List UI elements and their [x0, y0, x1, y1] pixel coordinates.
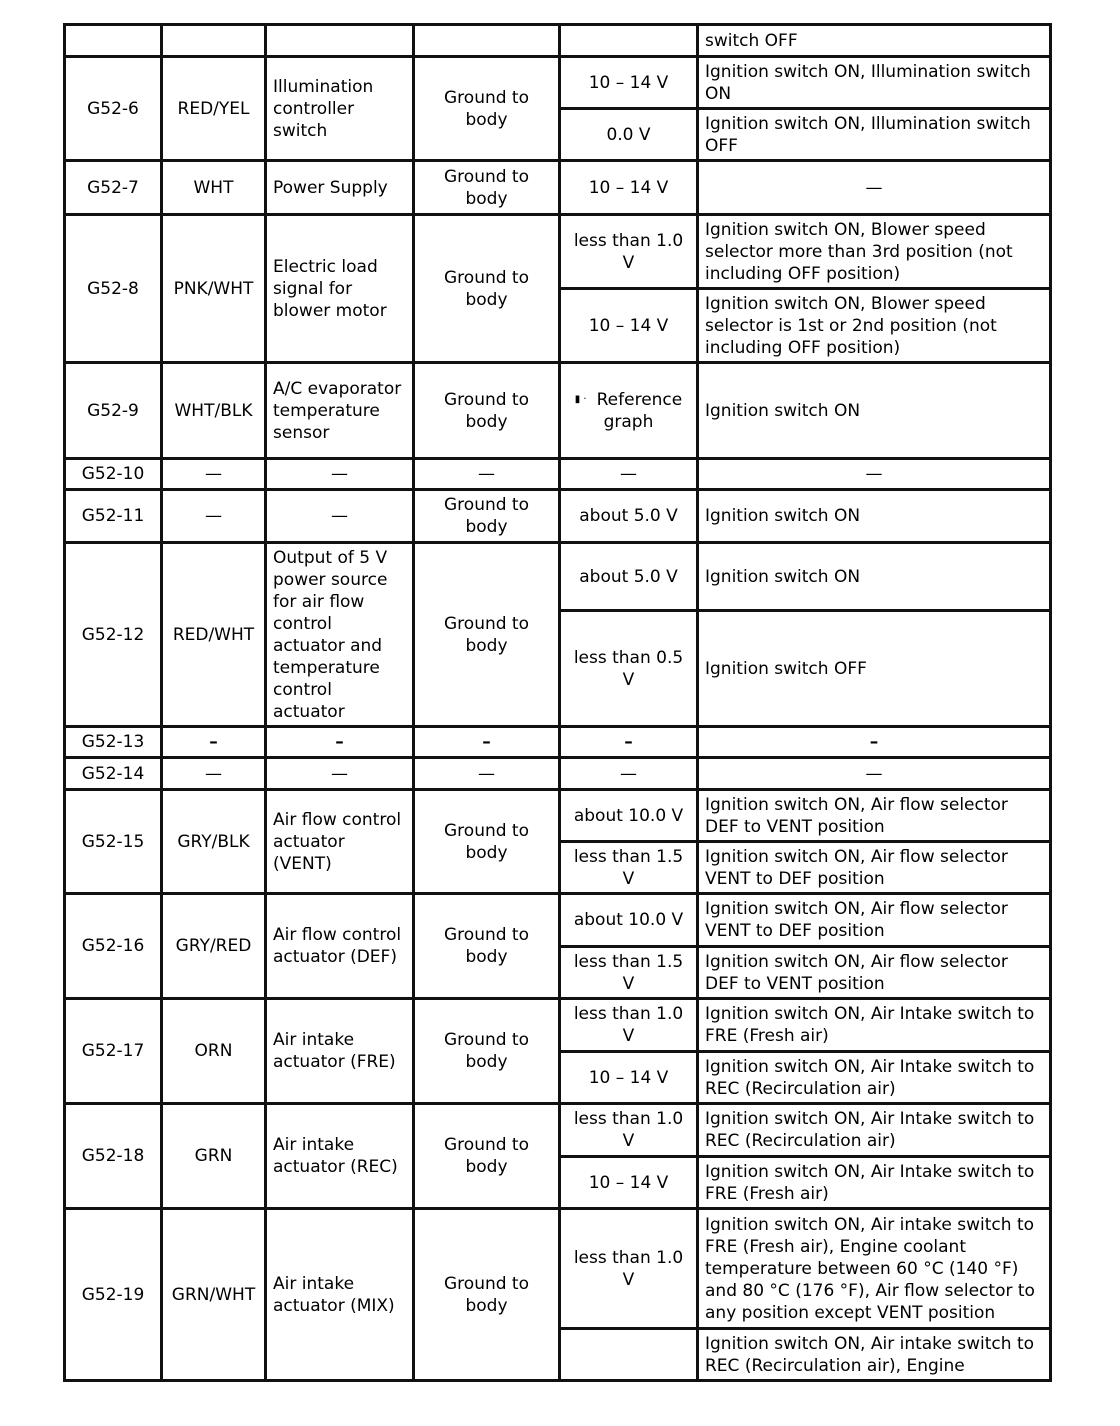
terminal-spec-table	[63, 23, 1052, 1382]
condition-cell	[414, 25, 560, 57]
description-cell: Air flow control actuator (DEF)	[266, 894, 414, 999]
terminal-cell: G52-6	[65, 57, 162, 161]
condition-cell: –	[414, 727, 560, 758]
note-cell: Ignition switch OFF	[698, 611, 1051, 727]
reference-graph-link[interactable]: Reference graph	[596, 389, 683, 432]
wire-color-cell: WHT	[162, 161, 266, 215]
note-cell: Ignition switch ON, Blower speed selector more than 3rd position (not including OFF position)	[698, 215, 1051, 289]
condition-cell: Ground to body	[414, 1209, 560, 1381]
description-cell: —	[266, 459, 414, 490]
table-row	[65, 363, 1051, 459]
wire-color-cell: –	[162, 727, 266, 758]
table-row	[65, 1104, 1051, 1157]
value-cell: less than 0.5 V	[560, 611, 698, 727]
condition-cell: Ground to body	[414, 363, 560, 459]
value-cell: —	[560, 758, 698, 790]
description-cell: Air flow control actuator (VENT)	[266, 790, 414, 894]
table-row	[65, 1209, 1051, 1329]
value-cell: less than 1.0 V	[560, 1209, 698, 1329]
wire-color-cell: GRN	[162, 1104, 266, 1209]
terminal-cell: G52-15	[65, 790, 162, 894]
note-cell: Ignition switch ON, Air flow selector VENT to DEF position	[698, 842, 1051, 894]
value-cell: less than 1.0 V	[560, 999, 698, 1052]
note-cell: Ignition switch ON, Air Intake switch to FRE (Fresh air)	[698, 999, 1051, 1052]
note-cell: Ignition switch ON, Air Intake switch to FRE (Fresh air)	[698, 1157, 1051, 1209]
terminal-cell: G52-17	[65, 999, 162, 1104]
wire-color-cell: GRY/RED	[162, 894, 266, 999]
table-row	[65, 215, 1051, 289]
table-row	[65, 727, 1051, 758]
note-cell: —	[698, 758, 1051, 790]
note-cell: Ignition switch ON, Blower speed selector is 1st or 2nd position (not including OFF position)	[698, 289, 1051, 363]
condition-cell: —	[414, 459, 560, 490]
description-cell: —	[266, 758, 414, 790]
terminal-cell: G52-8	[65, 215, 162, 363]
value-cell: less than 1.0 V	[560, 215, 698, 289]
note-cell: —	[698, 161, 1051, 215]
description-cell: Illumination controller switch	[266, 57, 414, 161]
note-cell: Ignition switch ON, Air flow selector VENT to DEF position	[698, 894, 1051, 947]
condition-cell: Ground to body	[414, 790, 560, 894]
note-cell: Ignition switch ON, Air flow selector DEF to VENT position	[698, 947, 1051, 999]
terminal-cell: G52-19	[65, 1209, 162, 1381]
description-cell: Output of 5 V power source for air flow control actuator and temperature control actuator	[266, 543, 414, 727]
value-cell: 10 – 14 V	[560, 161, 698, 215]
value-cell: about 10.0 V	[560, 894, 698, 947]
wire-color-cell: WHT/BLK	[162, 363, 266, 459]
wire-color-cell: PNK/WHT	[162, 215, 266, 363]
condition-cell: Ground to body	[414, 894, 560, 999]
table-row	[65, 57, 1051, 109]
graph-marker-icon: ▮ ·	[574, 393, 587, 405]
terminal-cell: G52-14	[65, 758, 162, 790]
terminal-cell: G52-11	[65, 490, 162, 543]
table-row	[65, 25, 1051, 57]
note-cell: Ignition switch ON, Air Intake switch to REC (Recirculation air)	[698, 1104, 1051, 1157]
table-row	[65, 999, 1051, 1052]
note-cell: switch OFF	[698, 25, 1051, 57]
wire-color-cell: GRN/WHT	[162, 1209, 266, 1381]
condition-cell: Ground to body	[414, 543, 560, 727]
value-cell: about 5.0 V	[560, 490, 698, 543]
wire-color-cell: RED/YEL	[162, 57, 266, 161]
wire-color-cell: —	[162, 490, 266, 543]
description-cell: Air intake actuator (REC)	[266, 1104, 414, 1209]
table-row	[65, 459, 1051, 490]
note-cell: Ignition switch ON	[698, 490, 1051, 543]
note-cell: Ignition switch ON	[698, 543, 1051, 611]
terminal-cell: G52-16	[65, 894, 162, 999]
value-cell: 10 – 14 V	[560, 1157, 698, 1209]
description-cell: Electric load signal for blower motor	[266, 215, 414, 363]
value-cell: about 5.0 V	[560, 543, 698, 611]
wire-color-cell: ORN	[162, 999, 266, 1104]
value-cell: less than 1.5 V	[560, 947, 698, 999]
value-cell: less than 1.0 V	[560, 1104, 698, 1157]
condition-cell: —	[414, 758, 560, 790]
description-cell: Air intake actuator (MIX)	[266, 1209, 414, 1381]
value-cell	[560, 25, 698, 57]
value-cell: 10 – 14 V	[560, 1052, 698, 1104]
value-cell: less than 1.5 V	[560, 842, 698, 894]
description-cell: –	[266, 727, 414, 758]
terminal-cell: G52-13	[65, 727, 162, 758]
note-cell: Ignition switch ON, Air Intake switch to REC (Recirculation air)	[698, 1052, 1051, 1104]
note-cell: Ignition switch ON	[698, 363, 1051, 459]
terminal-cell: G52-10	[65, 459, 162, 490]
table-row	[65, 490, 1051, 543]
wire-color-cell	[162, 25, 266, 57]
description-cell: Power Supply	[266, 161, 414, 215]
table-row	[65, 894, 1051, 947]
terminal-cell: G52-7	[65, 161, 162, 215]
value-cell	[560, 363, 698, 459]
note-cell: —	[698, 459, 1051, 490]
description-cell	[266, 25, 414, 57]
condition-cell: Ground to body	[414, 161, 560, 215]
terminal-cell: G52-18	[65, 1104, 162, 1209]
condition-cell: Ground to body	[414, 57, 560, 161]
value-cell: –	[560, 727, 698, 758]
table-row	[65, 161, 1051, 215]
note-cell: Ignition switch ON, Air intake switch to REC (Recirculation air), Engine	[698, 1329, 1051, 1381]
value-cell: 0.0 V	[560, 109, 698, 161]
terminal-cell: G52-9	[65, 363, 162, 459]
note-cell: Ignition switch ON, Illumination switch OFF	[698, 109, 1051, 161]
wire-color-cell: —	[162, 758, 266, 790]
terminal-cell: G52-12	[65, 543, 162, 727]
condition-cell: Ground to body	[414, 215, 560, 363]
description-cell: Air intake actuator (FRE)	[266, 999, 414, 1104]
description-cell: A/C evaporator temperature sensor	[266, 363, 414, 459]
condition-cell: Ground to body	[414, 1104, 560, 1209]
wire-color-cell: GRY/BLK	[162, 790, 266, 894]
table-row	[65, 543, 1051, 611]
description-cell: —	[266, 490, 414, 543]
value-cell	[560, 1329, 698, 1381]
value-cell: about 10.0 V	[560, 790, 698, 842]
terminal-cell	[65, 25, 162, 57]
table-row	[65, 758, 1051, 790]
note-cell: Ignition switch ON, Air intake switch to FRE (Fresh air), Engine coolant temperature between 60 °C (140 °F) and 80 °C (176 °F), Air flow selector to any position except VENT position	[698, 1209, 1051, 1329]
condition-cell: Ground to body	[414, 999, 560, 1104]
table-row	[65, 790, 1051, 842]
value-cell: 10 – 14 V	[560, 57, 698, 109]
value-cell: —	[560, 459, 698, 490]
value-cell: 10 – 14 V	[560, 289, 698, 363]
condition-cell: Ground to body	[414, 490, 560, 543]
note-cell: –	[698, 727, 1051, 758]
wire-color-cell: RED/WHT	[162, 543, 266, 727]
note-cell: Ignition switch ON, Air flow selector DEF to VENT position	[698, 790, 1051, 842]
note-cell: Ignition switch ON, Illumination switch ON	[698, 57, 1051, 109]
wire-color-cell: —	[162, 459, 266, 490]
